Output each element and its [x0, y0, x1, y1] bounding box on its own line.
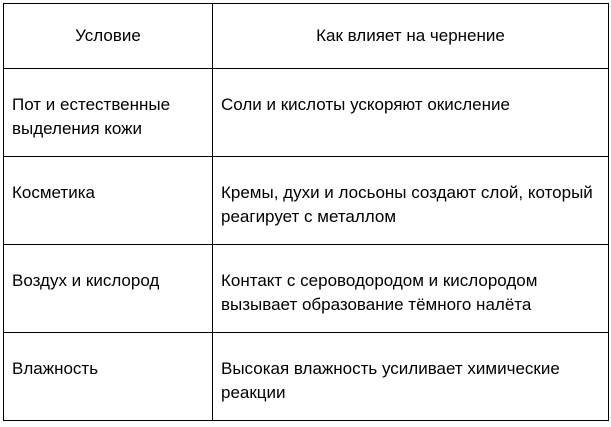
table-row [4, 157, 609, 245]
effect-cell: Соли и кислоты ускоряют окисление [213, 69, 609, 157]
condition-cell: Влажность [4, 333, 213, 421]
condition-cell: Пот и естественные выделения кожи [4, 69, 213, 157]
effect-cell: Контакт с сероводородом и кислородом вызывает образование тёмного налёта [213, 245, 609, 333]
effect-cell: Высокая влажность усиливает химические реакции [213, 333, 609, 421]
condition-cell: Косметика [4, 157, 213, 245]
conditions-table [3, 3, 609, 421]
table-row [4, 333, 609, 421]
table-row [4, 69, 609, 157]
table-body [4, 69, 609, 421]
header-row [4, 4, 609, 69]
effect-cell: Кремы, духи и лосьоны создают слой, который реагирует с металлом [213, 157, 609, 245]
header-condition: Условие [4, 4, 213, 69]
condition-cell: Воздух и кислород [4, 245, 213, 333]
table-row [4, 245, 609, 333]
table-header [4, 4, 609, 69]
header-effect: Как влияет на чернение [213, 4, 609, 69]
